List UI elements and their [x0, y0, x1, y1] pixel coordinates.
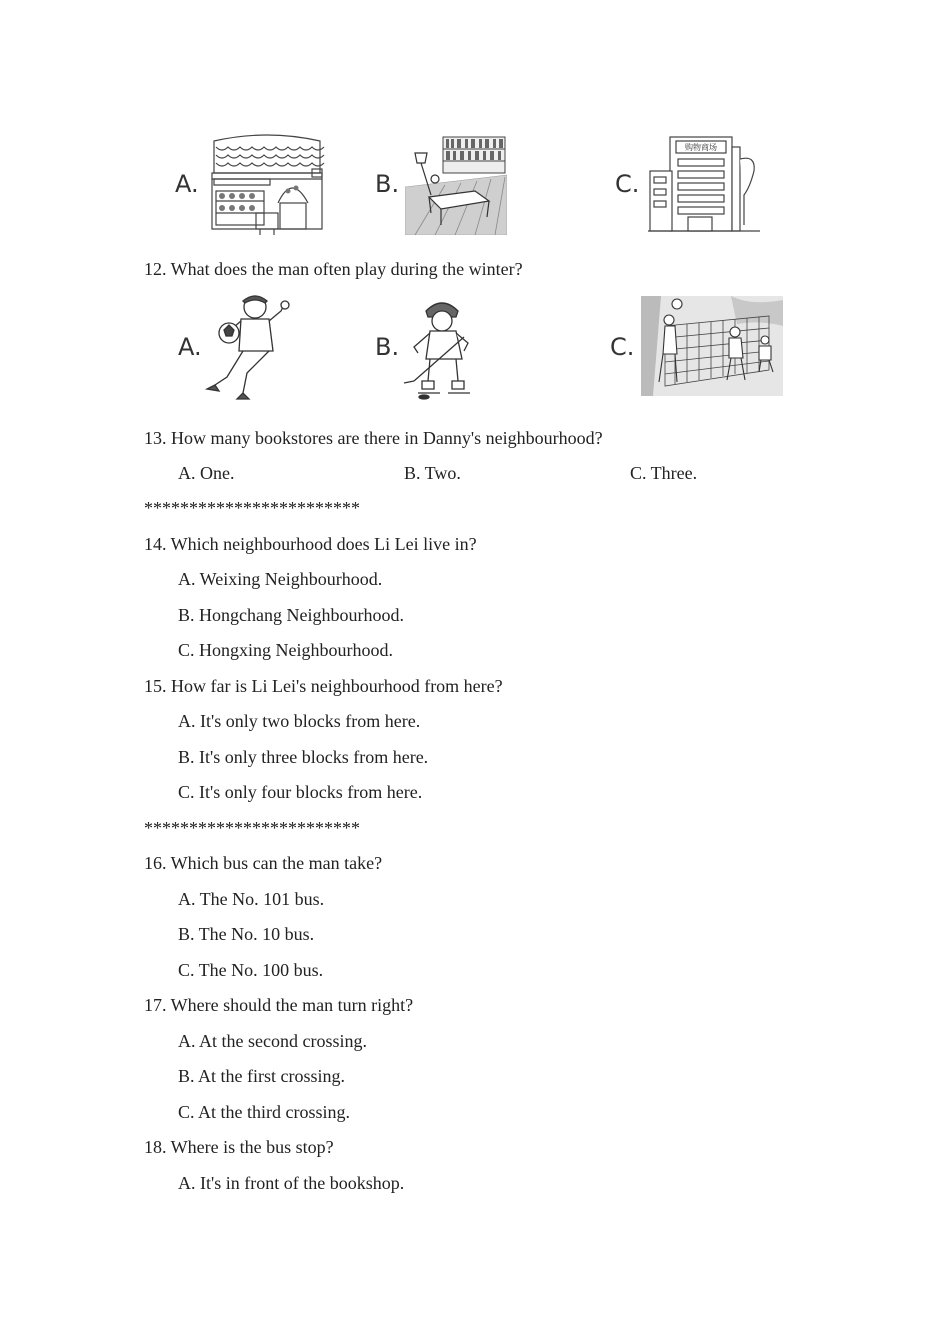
q14-option-a[interactable]: A. Weixing Neighbourhood.: [178, 569, 383, 589]
q11-label-c: C.: [615, 170, 640, 198]
q12-question: 12. What does the man often play during the winter?: [144, 259, 523, 279]
football-picture: [205, 293, 295, 401]
q11-label-b: B.: [375, 170, 400, 198]
separator-2: ************************: [144, 818, 360, 838]
q18-option-a[interactable]: A. It's in front of the bookshop.: [178, 1173, 405, 1193]
q14-option-b[interactable]: B. Hongchang Neighbourhood.: [178, 605, 404, 625]
q15-option-b[interactable]: B. It's only three blocks from here.: [178, 747, 429, 767]
q12-label-a: A.: [178, 333, 202, 361]
q14-question: 14. Which neighbourhood does Li Lei live in?: [144, 534, 477, 554]
q13-question: 13. How many bookstores are there in Danny's neighbourhood?: [144, 428, 603, 448]
q17-option-c[interactable]: C. At the third crossing.: [178, 1102, 350, 1122]
separator-1: ************************: [144, 498, 360, 518]
library-picture: [405, 135, 507, 235]
q16-question: 16. Which bus can the man take?: [144, 853, 383, 873]
q15-option-c[interactable]: C. It's only four blocks from here.: [178, 782, 423, 802]
volleyball-picture: [641, 296, 783, 396]
q13-option-c[interactable]: C. Three.: [630, 463, 698, 483]
q15-question: 15. How far is Li Lei's neighbourhood from here?: [144, 676, 503, 696]
q12-label-c: C.: [610, 333, 635, 361]
q11-label-a: A.: [175, 170, 199, 198]
q17-option-a[interactable]: A. At the second crossing.: [178, 1031, 367, 1051]
q12-label-b: B.: [375, 333, 400, 361]
q17-question: 17. Where should the man turn right?: [144, 995, 414, 1015]
q15-option-a[interactable]: A. It's only two blocks from here.: [178, 711, 421, 731]
q16-option-a[interactable]: A. The No. 101 bus.: [178, 889, 325, 909]
q17-option-b[interactable]: B. At the first crossing.: [178, 1066, 345, 1086]
q18-question: 18. Where is the bus stop?: [144, 1137, 334, 1157]
q14-option-c[interactable]: C. Hongxing Neighbourhood.: [178, 640, 393, 660]
mall-sign-text: 购物商场: [685, 143, 717, 152]
ice-hockey-picture: [400, 297, 480, 401]
q16-option-c[interactable]: C. The No. 100 bus.: [178, 960, 324, 980]
q16-option-b[interactable]: B. The No. 10 bus.: [178, 924, 315, 944]
shop-picture: [208, 133, 326, 237]
mall-picture: [648, 135, 762, 235]
q13-option-a[interactable]: A. One.: [178, 463, 235, 483]
q13-option-b[interactable]: B. Two.: [404, 463, 461, 483]
